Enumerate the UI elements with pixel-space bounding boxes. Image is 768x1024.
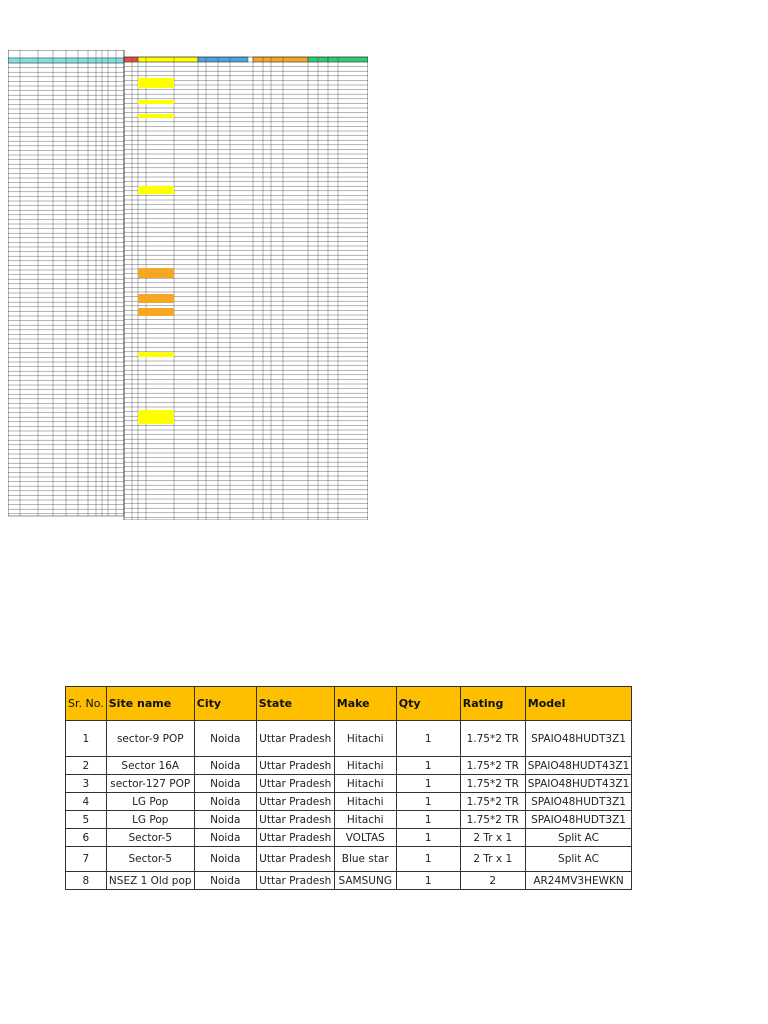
table-body [66,721,632,890]
table-cell-state: Uttar Pradesh [256,775,334,793]
table-row [66,721,632,757]
table-cell-make: Hitachi [334,811,396,829]
thumb-highlight [138,410,174,424]
table-row [66,811,632,829]
table-cell-rating: 2 Tr x 1 [460,847,525,872]
table-cell-model: Split AC [525,847,632,872]
thumb-highlight [138,186,174,194]
column-header-make: Make [334,687,396,721]
table-cell-sr-no: 1 [66,721,107,757]
table-cell-state: Uttar Pradesh [256,757,334,775]
table-cell-sr-no: 6 [66,829,107,847]
table-cell-sr-no: 2 [66,757,107,775]
table-cell-model: SPAIO48HUDT43Z1 [525,757,632,775]
column-header-model: Model [525,687,632,721]
table-cell-qty: 1 [396,829,460,847]
table-cell-rating: 2 Tr x 1 [460,829,525,847]
table-cell-state: Uttar Pradesh [256,721,334,757]
table-cell-city: Noida [194,872,256,890]
column-header-rating: Rating [460,687,525,721]
table-cell-state: Uttar Pradesh [256,793,334,811]
table-cell-city: Noida [194,847,256,872]
table-cell-model: SPAIO48HUDT3Z1 [525,721,632,757]
thumb-header-band [124,57,138,62]
table-cell-sr-no: 8 [66,872,107,890]
table-cell-site-name: Sector 16A [106,757,194,775]
thumb-header-band [328,57,368,62]
table-row [66,757,632,775]
table-cell-site-name: sector-9 POP [106,721,194,757]
table-row [66,872,632,890]
thumb-highlight [138,100,174,104]
spreadsheet-thumbnail [8,50,368,520]
table-cell-sr-no: 7 [66,847,107,872]
table-cell-site-name: LG Pop [106,811,194,829]
table-cell-qty: 1 [396,811,460,829]
table-cell-sr-no: 5 [66,811,107,829]
table-cell-qty: 1 [396,775,460,793]
thumb-highlight [138,294,174,303]
table-cell-make: SAMSUNG [334,872,396,890]
table-cell-city: Noida [194,829,256,847]
equipment-table [65,686,632,890]
table-cell-qty: 1 [396,757,460,775]
table-cell-site-name: NSEZ 1 Old pop [106,872,194,890]
table-cell-model: SPAIO48HUDT3Z1 [525,811,632,829]
table-cell-qty: 1 [396,793,460,811]
table-cell-sr-no: 4 [66,793,107,811]
table-cell-rating: 1.75*2 TR [460,811,525,829]
table-cell-rating: 1.75*2 TR [460,757,525,775]
thumb-highlight [138,78,174,88]
table-cell-state: Uttar Pradesh [256,829,334,847]
table-cell-city: Noida [194,721,256,757]
table-row [66,829,632,847]
table-cell-model: SPAIO48HUDT3Z1 [525,793,632,811]
table-cell-rating: 1.75*2 TR [460,721,525,757]
table-cell-make: Hitachi [334,721,396,757]
table-cell-model: Split AC [525,829,632,847]
table-cell-city: Noida [194,811,256,829]
table-cell-make: Blue star [334,847,396,872]
table-cell-site-name: Sector-5 [106,847,194,872]
table-cell-site-name: sector-127 POP [106,775,194,793]
table-cell-site-name: Sector-5 [106,829,194,847]
table-cell-make: VOLTAS [334,829,396,847]
table-cell-city: Noida [194,775,256,793]
table-cell-state: Uttar Pradesh [256,872,334,890]
thumb-header-band [138,57,198,62]
thumb-highlight [138,352,174,357]
table-cell-rating: 1.75*2 TR [460,793,525,811]
table-cell-city: Noida [194,757,256,775]
table-cell-make: Hitachi [334,757,396,775]
thumb-header-band [253,57,308,62]
table-cell-rating: 1.75*2 TR [460,775,525,793]
table-cell-model: SPAIO48HUDT43Z1 [525,775,632,793]
table-cell-qty: 1 [396,872,460,890]
table-cell-qty: 1 [396,721,460,757]
table-cell-rating: 2 [460,872,525,890]
thumb-highlight [138,308,174,316]
thumb-highlight [138,268,174,278]
table-cell-site-name: LG Pop [106,793,194,811]
column-header-sr-no: Sr. No. [66,687,107,721]
table-row [66,847,632,872]
table-cell-sr-no: 3 [66,775,107,793]
table-cell-state: Uttar Pradesh [256,811,334,829]
table-cell-state: Uttar Pradesh [256,847,334,872]
column-header-city: City [194,687,256,721]
table-cell-model: AR24MV3HEWKN [525,872,632,890]
thumb-highlight [138,114,174,118]
table-header-row [66,687,632,721]
table-cell-city: Noida [194,793,256,811]
table-cell-make: Hitachi [334,793,396,811]
column-header-state: State [256,687,334,721]
column-header-site-name: Site name [106,687,194,721]
table-cell-qty: 1 [396,847,460,872]
table-row [66,775,632,793]
thumb-header-band [198,57,248,62]
column-header-qty: Qty [396,687,460,721]
table-cell-make: Hitachi [334,775,396,793]
table-row [66,793,632,811]
